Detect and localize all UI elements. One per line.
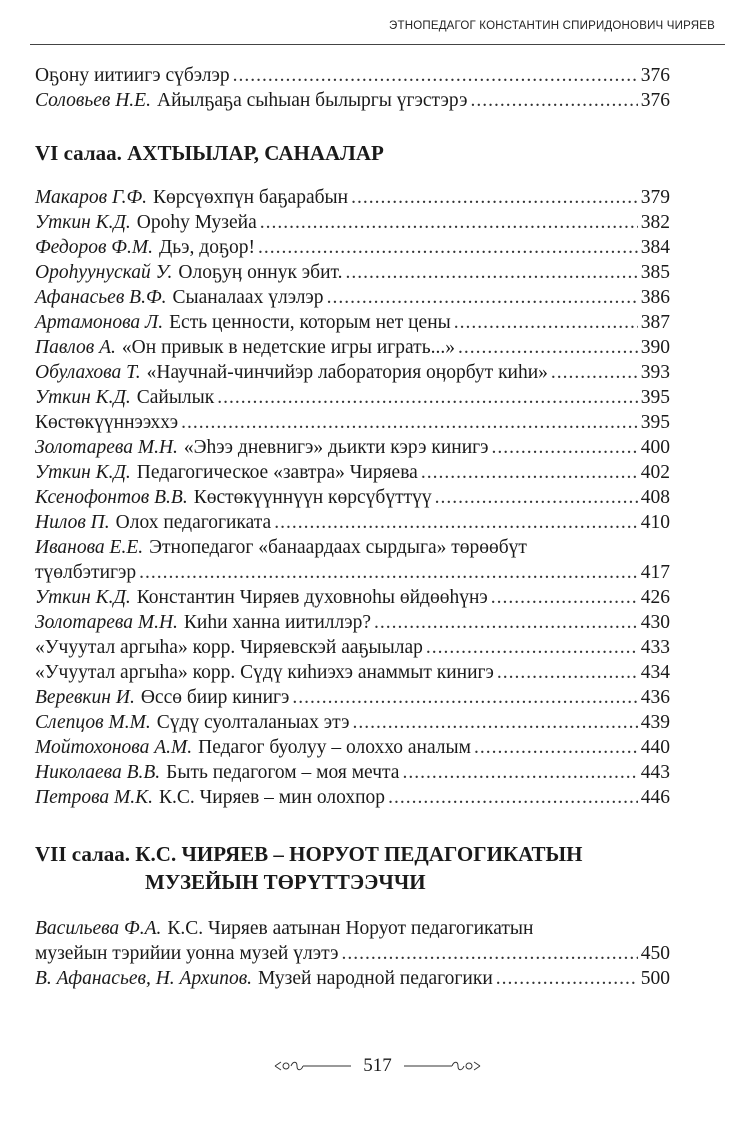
entry-title: Олох педагогиката [115,512,272,533]
entry-title: «Эһээ дневнигэ» дьикти кэрэ кинигэ [183,437,489,458]
entry-page: 387 [640,312,670,333]
entry-title: Көрсүөхпүн баҕарабын [153,187,349,208]
leader-dots [421,460,638,485]
entry-title: Быть педагогом – моя мечта [166,762,400,783]
entry-page: 450 [640,943,670,964]
entry-author: Ксенофонтов В.В. [35,487,188,508]
leader-dots [139,560,638,585]
entry-page: 395 [640,412,670,433]
entry-page: 382 [640,212,670,233]
toc-entry[interactable] [35,485,670,510]
page-footer [0,1055,755,1077]
entry-author: В. Афанасьев, Н. Архипов. [35,968,253,989]
entry-page: 436 [640,687,670,708]
entry-title: Константин Чиряев духовноһы өйдөөһүнэ [136,587,488,608]
leader-dots [345,260,637,285]
entry-title: Көстөкүүннээххэ [35,412,179,433]
leader-dots [388,785,638,810]
entry-page: 440 [640,737,670,758]
toc-entry[interactable] [35,310,670,335]
leader-dots [426,635,638,660]
toc-entry[interactable] [35,185,670,210]
leader-dots [341,941,637,966]
toc-entry[interactable] [35,916,670,966]
entry-title: Сыаналаах үлэлэр [172,287,324,308]
toc-entry[interactable] [35,335,670,360]
leader-dots [327,285,638,310]
toc-entry[interactable] [35,435,670,460]
toc-entry[interactable] [35,610,670,635]
toc-entry[interactable] [35,410,670,435]
toc-entry[interactable] [35,635,670,660]
toc-entry[interactable] [35,535,670,585]
entry-author: Мойтохонова А.М. [35,737,193,758]
entry-author: Николаева В.В. [35,762,161,783]
toc-entry[interactable] [35,660,670,685]
entry-title: Айылҕаҕа сыһыан былыргы үгэстэрэ [156,90,468,111]
entry-title: Дьэ, доҕор! [158,237,256,258]
leader-dots [181,410,638,435]
entry-title: Ороһу Музейа [136,212,257,233]
entry-title: Сайылык [136,387,215,408]
toc-content [35,63,670,991]
toc-entry[interactable] [35,585,670,610]
leader-dots [471,88,638,113]
entry-title: «Учуутал аргыһа» корр. Чиряевскэй ааҕыылар [35,637,423,658]
leader-dots [258,235,638,260]
entry-author: Павлов А. [35,337,116,358]
header-rule [30,44,725,45]
entry-title: Сүдү суолталаныах этэ [156,712,350,733]
decorative-flourish-right-icon [402,1059,482,1073]
entry-page: 390 [640,337,670,358]
entry-author: Слепцов М.М. [35,712,151,733]
leader-dots [233,63,638,88]
leader-dots [402,760,637,785]
toc-entry[interactable] [35,460,670,485]
entry-page: 386 [640,287,670,308]
section-7-entries [35,916,670,991]
leader-dots [374,610,638,635]
entry-title: Педагогическое «завтра» Чиряева [136,462,418,483]
toc-entry[interactable] [35,785,670,810]
toc-entry[interactable] [35,235,670,260]
leader-dots [352,710,637,735]
entry-page: 446 [640,787,670,808]
toc-entry[interactable] [35,285,670,310]
leader-dots [292,685,637,710]
toc-entry[interactable] [35,760,670,785]
toc-entry[interactable] [35,966,670,991]
entry-title: Өссө биир кинигэ [140,687,290,708]
entry-author: Уткин К.Д. [35,462,131,483]
entry-page: 393 [640,362,670,383]
entry-title-continued: түөлбэтигэр [35,562,137,583]
entry-page: 379 [640,187,670,208]
entry-title: Есть ценности, которым нет цены [169,312,451,333]
entry-author: Афанасьев В.Ф. [35,287,167,308]
entry-author: Ороһуунускай У. [35,262,173,283]
entry-title: Педагог буолуу – олоххо аналым [198,737,471,758]
toc-entry[interactable] [35,510,670,535]
leader-dots [496,966,638,991]
entry-author: Уткин К.Д. [35,587,131,608]
toc-entry[interactable] [35,735,670,760]
entry-page: 500 [640,968,670,989]
entry-page: 417 [640,562,670,583]
section-title-7 [35,840,670,896]
entry-page: 384 [640,237,670,258]
entry-title: Көстөкүүннүүн көрсүбүттүү [193,487,432,508]
entry-author: Нилов П. [35,512,110,533]
entry-author: Федоров Ф.М. [35,237,153,258]
leader-dots [217,385,638,410]
section-6-entries [35,185,670,810]
entry-title: К.С. Чиряев аатынан Норуот педагогикатын [167,918,534,939]
leader-dots [497,660,638,685]
entry-page: 434 [640,662,670,683]
entry-author: Макаров Г.Ф. [35,187,148,208]
entry-title: Этнопедагог «банаардаах сырдыга» төрөөбүт [149,537,527,558]
leader-dots [454,310,638,335]
entry-page: 408 [640,487,670,508]
leader-dots [551,360,638,385]
entry-author: Петрова М.К. [35,787,153,808]
entry-page: 426 [640,587,670,608]
leader-dots [274,510,638,535]
entry-page: 430 [640,612,670,633]
entry-page: 439 [640,712,670,733]
toc-entry[interactable] [35,88,670,113]
page-number: 517 [363,1055,392,1076]
section-title-6: VI салаа. АХТЫЫЛАР, САНААЛАР [35,141,384,165]
entry-page: 410 [640,512,670,533]
leader-dots [260,210,638,235]
entry-page: 395 [640,387,670,408]
entry-page: 376 [640,65,670,86]
entry-page: 402 [640,462,670,483]
toc-entry[interactable] [35,63,670,88]
entry-title: Киһи ханна иитиллэр? [183,612,372,633]
entry-author: Золотарева М.Н. [35,437,178,458]
entry-page: 433 [640,637,670,658]
toc-entry[interactable] [35,260,670,285]
entry-title: «Он привык в недетские игры играть...» [121,337,455,358]
leader-dots [491,585,638,610]
top-entries [35,63,670,113]
entry-author: Веревкин И. [35,687,135,708]
entry-author: Уткин К.Д. [35,212,131,233]
leader-dots [492,435,638,460]
entry-author: Иванова Е.Е. [35,537,144,558]
section-title-7-line2: МУЗЕЙЫН ТӨРҮТТЭЭЧЧИ [145,870,426,894]
toc-entry[interactable] [35,385,670,410]
toc-entry[interactable] [35,210,670,235]
entry-title: Музей народной педагогики [258,968,493,989]
leader-dots [474,735,638,760]
entry-title: Олоҕуӊ оннук эбит. [178,262,343,283]
leader-dots [435,485,638,510]
running-header: ЭТНОПЕДАГОГ КОНСТАНТИН СПИРИДОНОВИЧ ЧИРЯЕВ [389,20,715,32]
entry-page: 385 [640,262,670,283]
entry-author: Артамонова Л. [35,312,164,333]
entry-author: Соловьев Н.Е. [35,90,151,111]
entry-page: 376 [640,90,670,111]
entry-title-continued: музейын тэрийии уонна музей үлэтэ [35,943,339,964]
entry-title: К.С. Чиряев – мин олохпор [158,787,386,808]
toc-entry[interactable] [35,710,670,735]
entry-page: 443 [640,762,670,783]
entry-page: 400 [640,437,670,458]
toc-entry[interactable] [35,360,670,385]
toc-entry[interactable] [35,685,670,710]
entry-title: Оҕону иитиигэ сүбэлэр [35,65,230,86]
entry-author: Обулахова Т. [35,362,141,383]
section-title-7-line1: VII салаа. К.С. ЧИРЯЕВ – НОРУОТ ПЕДАГОГИКАТЫН [35,842,583,866]
entry-author: Уткин К.Д. [35,387,131,408]
leader-dots [351,185,638,210]
entry-author: Золотарева М.Н. [35,612,178,633]
entry-title: «Учуутал аргыһа» корр. Сүдү киһиэхэ анаммыт кинигэ [35,662,494,683]
leader-dots [458,335,638,360]
entry-author: Васильева Ф.А. [35,918,162,939]
decorative-flourish-left-icon [273,1059,353,1073]
entry-title: «Научнай-чинчийэр лаборатория оӊорбут киһи» [146,362,548,383]
